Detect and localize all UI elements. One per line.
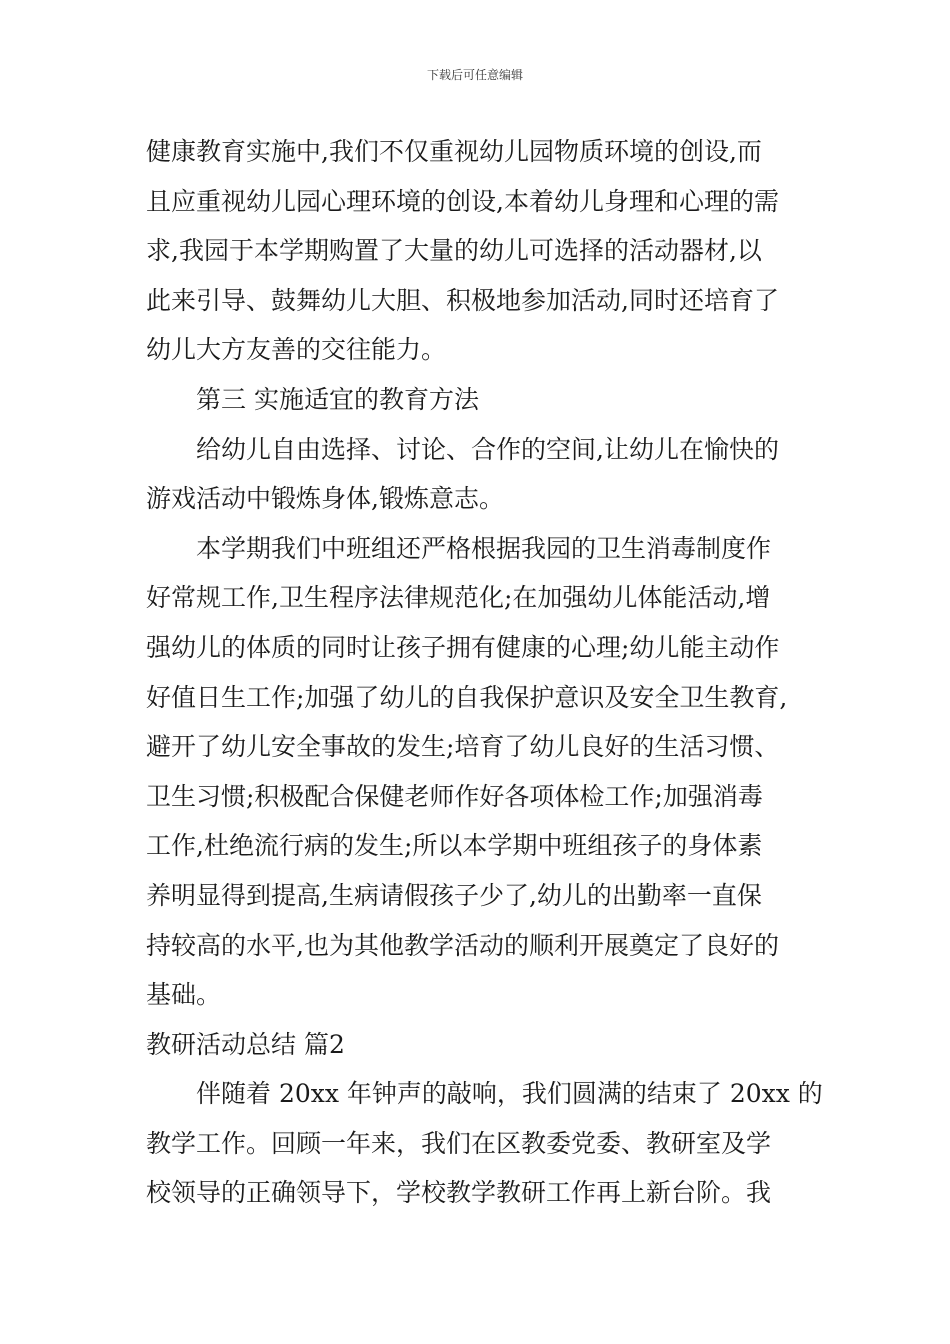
- body-line: 避开了幼儿安全事故的发生;培育了幼儿良好的生活习惯、: [146, 732, 780, 762]
- body-line: 基础。: [146, 980, 222, 1010]
- section-heading: 第三 实施适宜的教育方法: [196, 384, 479, 414]
- body-line: 求,我园于本学期购置了大量的幼儿可选择的活动器材,以: [146, 236, 762, 266]
- body-line: 养明显得到提高,生病请假孩子少了,幼儿的出勤率一直保: [146, 880, 762, 910]
- body-line: 教学工作。回顾一年来，我们在区教委党委、教研室及学: [146, 1128, 772, 1158]
- body-line: 本学期我们中班组还严格根据我园的卫生消毒制度作: [196, 533, 772, 563]
- header-note: 下载后可任意编辑: [426, 68, 523, 82]
- body-line: 工作,杜绝流行病的发生;所以本学期中班组孩子的身体素: [146, 831, 763, 861]
- body-line: 卫生习惯;积极配合保健老师作好各项体检工作;加强消毒: [146, 781, 763, 811]
- article-title: 教研活动总结 篇2: [146, 1029, 345, 1059]
- body-line: 给幼儿自由选择、讨论、合作的空间,让幼儿在愉快的: [196, 434, 779, 464]
- body-line: 此来引导、鼓舞幼儿大胆、积极地参加活动,同时还培育了: [146, 285, 779, 315]
- body-line: 好常规工作,卫生程序法律规范化;在加强幼儿体能活动,增: [146, 583, 771, 613]
- body-line: 游戏活动中锻炼身体,锻炼意志。: [146, 484, 504, 514]
- body-line: 强幼儿的体质的同时让孩子拥有健康的心理;幼儿能主动作: [146, 632, 780, 662]
- body-line: 伴随着 20xx 年钟声的敲响，我们圆满的结束了 20xx 的: [196, 1079, 823, 1109]
- body-line: 校领导的正确领导下，学校教学教研工作再上新台阶。我: [146, 1178, 772, 1208]
- body-line: 幼儿大方友善的交往能力。: [146, 335, 447, 365]
- body-line: 持较高的水平,也为其他教学活动的顺利开展奠定了良好的: [146, 930, 779, 960]
- document-body: [146, 127, 823, 1218]
- body-line: 好值日生工作;加强了幼儿的自我保护意识及安全卫生教育,: [146, 682, 788, 712]
- body-line: 且应重视幼儿园心理环境的创设,本着幼儿身理和心理的需: [146, 186, 779, 216]
- body-line: 健康教育实施中,我们不仅重视幼儿园物质环境的创设,而: [146, 137, 762, 166]
